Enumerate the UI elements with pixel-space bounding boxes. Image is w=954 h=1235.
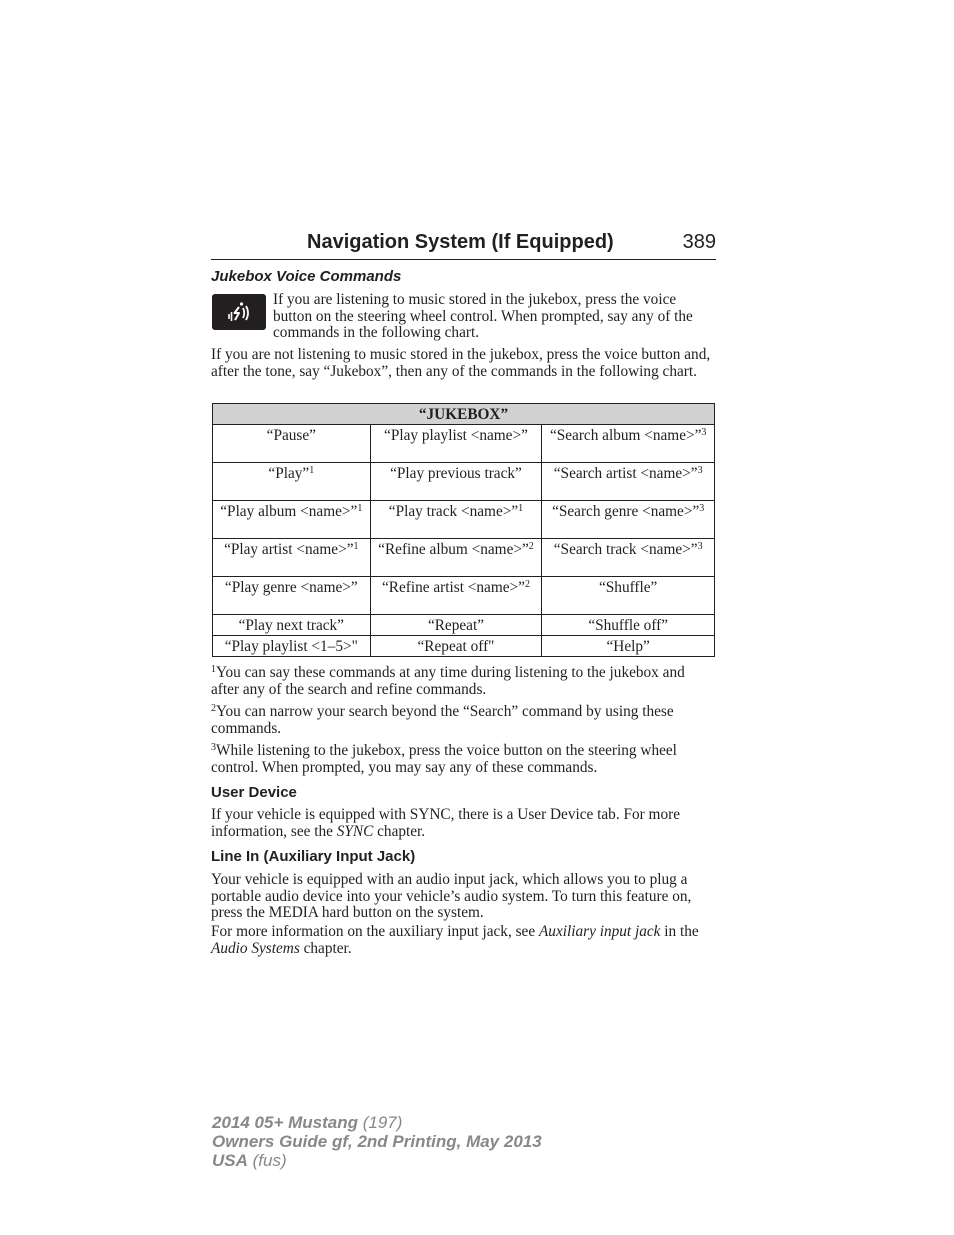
table-cell: “Shuffle” [542, 577, 715, 615]
table-cell: “Refine album <name>”$^2$ [370, 539, 542, 577]
audio-systems-link: Audio Systems [211, 939, 300, 957]
table-row [213, 501, 715, 539]
table-cell: “Shuffle off” [542, 615, 715, 636]
auxiliary-input-jack-link: Auxiliary input jack [538, 923, 661, 940]
footnote-3: $^3$While listening to the jukebox, press the voice button on the steering wheel control. When prompted, you may say any of these commands. [211, 742, 677, 776]
table-cell: “Play previous track” [370, 463, 542, 501]
table-cell: “Play playlist <name>” [370, 425, 542, 463]
table-row [213, 577, 715, 615]
page-number: 389 [682, 231, 716, 253]
table-cell: “Help” [542, 636, 715, 657]
sync-chapter-link: SYNC [336, 822, 374, 840]
table-cell: “Play track <name>”$^1$ [370, 501, 542, 539]
table-cell: “Play album <name>”$^1$ [213, 501, 371, 539]
footer-line-3: USA (fus) [212, 1151, 287, 1170]
table-cell: “Play next track” [213, 615, 371, 636]
footnote-1: $^1$You can say these commands at any time during listening to the jukebox and after any of the search and refine commands. [211, 664, 685, 698]
user-device-text: If your vehicle is equipped with SYNC, there is a User Device tab. For more information, see the SYNC chapter. [211, 806, 680, 840]
footnote-2: $^2$You can narrow your search beyond the “Search” command by using these commands. [211, 703, 674, 737]
section-title-line-in: Line In (Auxiliary Input Jack) [211, 848, 416, 865]
table-cell: “Repeat” [370, 615, 542, 636]
line-in-more-info: For more information on the auxiliary input jack, see Auxiliary input jack in the Audio Systems chapter. [211, 923, 699, 957]
voice-command-icon [212, 294, 266, 330]
table-cell: “Search genre <name>”$^3$ [542, 501, 715, 539]
line-in-text: Your vehicle is equipped with an audio input jack, which allows you to plug a portable audio device into your vehicle’s audio system. To turn this feature on, press the MEDIA hard button on the system. [211, 871, 692, 922]
table-row [213, 636, 715, 657]
table-cell: “Refine artist <name>”$^2$ [370, 577, 542, 615]
jukebox-commands-table [212, 403, 715, 657]
page-header [211, 229, 716, 260]
table-row [213, 425, 715, 463]
section-title-user-device: User Device [211, 784, 297, 801]
table-cell: “Search artist <name>”$^3$ [542, 463, 715, 501]
table-row [213, 615, 715, 636]
table-header: “JUKEBOX” [213, 404, 715, 425]
footer-line-1: 2014 05+ Mustang (197) [212, 1113, 403, 1132]
table-cell: “Play artist <name>”$^1$ [213, 539, 371, 577]
table-row [213, 463, 715, 501]
jukebox-alt-text: If you are not listening to music stored in the jukebox, press the voice button and, after the tone, say “Jukebox”, then any of the commands in the following chart. [211, 346, 711, 380]
table-cell: “Play genre <name>” [213, 577, 371, 615]
page-title: Navigation System (If Equipped) [307, 231, 614, 253]
table-cell: “Search album <name>”$^3$ [542, 425, 715, 463]
table-cell: “Play”$^1$ [213, 463, 371, 501]
table-cell: “Play playlist <1–5>" [213, 636, 371, 657]
table-row [213, 539, 715, 577]
table-cell: “Repeat off" [370, 636, 542, 657]
table-cell: “Pause” [213, 425, 371, 463]
section-title-jukebox: Jukebox Voice Commands [211, 268, 402, 285]
footer-line-2: Owners Guide gf, 2nd Printing, May 2013 [212, 1132, 542, 1151]
table-cell: “Search track <name>”$^3$ [542, 539, 715, 577]
jukebox-intro-text: If you are listening to music stored in the jukebox, press the voice button on the steering wheel control. When prompted, say any of the commands in the following chart. [273, 291, 693, 342]
